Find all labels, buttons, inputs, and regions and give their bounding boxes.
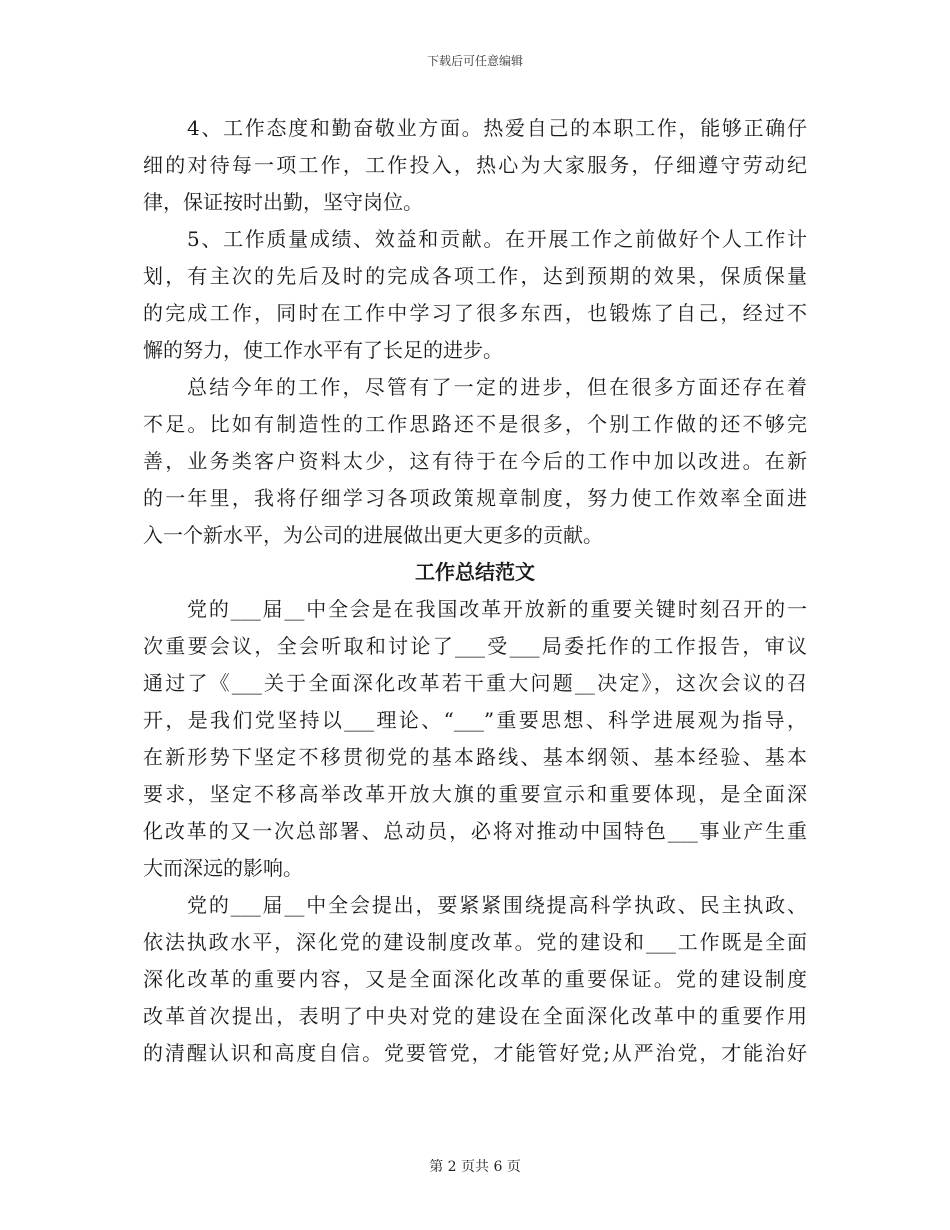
text-line: 改革首次提出，表明了中央对党的建设在全面深化改革中的重要作用 [143, 1004, 807, 1028]
text-line: 党的___届__中全会提出，要紧紧围绕提高科学执政、民主执政、 [187, 893, 807, 917]
text-line: 5、工作质量成绩、效益和贡献。在开展工作之前做好个人工作计 [187, 227, 807, 251]
document-body [143, 110, 807, 1072]
text-line: 次重要会议，全会听取和讨论了___受___局委托作的工作报告，审议 [143, 634, 807, 658]
text-line: 深化改革的重要内容，又是全面深化改革的重要保证。党的建设制度 [143, 967, 807, 991]
text-line: 入一个新水平，为公司的进展做出更大更多的贡献。 [143, 523, 603, 547]
text-line: 党的___届__中全会是在我国改革开放新的重要关键时刻召开的一 [187, 597, 807, 621]
text-line: 大而深远的影响。 [143, 856, 303, 880]
text-line: 在新形势下坚定不移贯彻党的基本路线、基本纲领、基本经验、基本 [143, 745, 807, 769]
text-line: 的完成工作，同时在工作中学习了很多东西，也锻炼了自己，经过不 [143, 301, 807, 325]
text-line: 懈的努力，使工作水平有了长足的进步。 [143, 338, 503, 362]
page-number: 第 2 页共 6 页 [429, 1159, 521, 1175]
text-line: 划，有主次的先后及时的完成各项工作，达到预期的效果，保质保量 [143, 264, 807, 288]
text-line: 要求，坚定不移高举改革开放大旗的重要宣示和重要体现，是全面深 [143, 782, 807, 806]
text-line: 律，保证按时出勤，坚守岗位。 [143, 190, 423, 214]
text-line: 依法执政水平，深化党的建设制度改革。党的建设和___工作既是全面 [143, 930, 807, 954]
text-line: 善，业务类客户资料太少，这有待于在今后的工作中加以改进。在新 [143, 449, 807, 473]
text-line: 总结今年的工作，尽管有了一定的进步，但在很多方面还存在着 [187, 375, 807, 399]
text-line: 细的对待每一项工作，工作投入，热心为大家服务，仔细遵守劳动纪 [143, 153, 807, 177]
text-line: 的清醒认识和高度自信。党要管党，才能管好党;从严治党，才能治好 [143, 1041, 807, 1065]
text-line: 的一年里，我将仔细学习各项政策规章制度，努力使工作效率全面进 [143, 486, 807, 510]
text-line: 开，是我们党坚持以___理论、“___”重要思想、科学进展观为指导， [143, 708, 807, 732]
text-line: 4、工作态度和勤奋敬业方面。热爱自己的本职工作，能够正确仔 [187, 116, 807, 140]
text-line: 不足。比如有制造性的工作思路还不是很多，个别工作做的还不够完 [143, 412, 807, 436]
section-title: 工作总结范文 [415, 560, 535, 584]
page-header-note: 下载后可任意编辑 [426, 54, 523, 68]
text-line: 通过了《___关于全面深化改革若干重大问题__决定》，这次会议的召 [143, 671, 807, 695]
text-line: 化改革的又一次总部署、总动员，必将对推动中国特色___事业产生重 [143, 819, 807, 843]
